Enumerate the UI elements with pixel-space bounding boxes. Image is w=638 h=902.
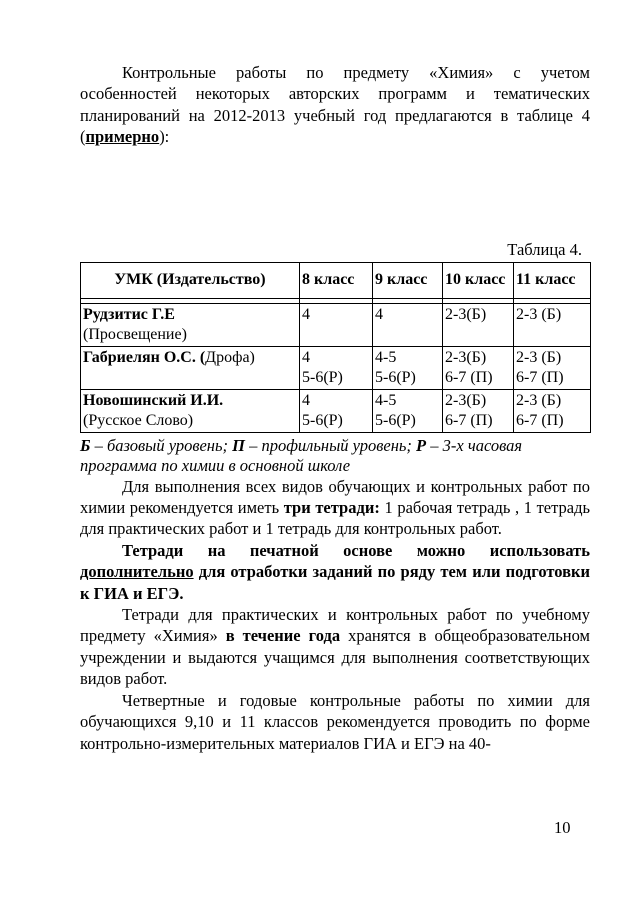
printed-text: Тетради на печатной основе можно использовать bbox=[122, 540, 590, 560]
umk-cell bbox=[81, 389, 300, 432]
author-name: Рудзитис Г.Е bbox=[83, 305, 175, 323]
grade-cell-8 bbox=[300, 346, 373, 389]
work-count: 6-7 (П) bbox=[516, 411, 564, 429]
work-count: 4 bbox=[302, 348, 310, 366]
legend-b-key: Б bbox=[80, 435, 91, 455]
umk-cell bbox=[81, 303, 300, 346]
grade-cell-11 bbox=[514, 346, 591, 389]
table-row bbox=[81, 346, 591, 389]
final-paragraph: Четвертные и годовые контрольные работы по химии для обучающихся 9,10 и 11 классов рекомендуется проводить по форме контрольно-измерительных материалов ГИА и ЕГЭ на 40- bbox=[80, 690, 590, 753]
notebooks-text: Для выполнения всех видов обучающих и контрольных работ по химии рекомендуется иметь bbox=[80, 476, 590, 518]
work-count: 4 bbox=[375, 305, 383, 323]
grade-cell-10 bbox=[443, 303, 514, 346]
intro-emphasis: примерно bbox=[85, 127, 160, 147]
intro-text: Контрольные работы по предмету «Химия» с учетом особенностей некоторых авторских программ и тематических планирований на 2012-2013 учебный год предлагаются в таблице 4 ( bbox=[80, 63, 590, 147]
grade-cell-11 bbox=[514, 303, 591, 346]
grade-cell-8 bbox=[300, 389, 373, 432]
work-count: 2-3 (Б) bbox=[516, 305, 562, 323]
printed-paragraph bbox=[80, 540, 590, 604]
work-count: 2-3 (Б) bbox=[516, 391, 562, 409]
printed-tail: для отработки заданий по ряду тем или подготовки к ГИА и ЕГЭ. bbox=[80, 562, 590, 603]
header-grade-8: 8 класс bbox=[300, 262, 373, 298]
author-name: Габриелян О.С. ( bbox=[83, 348, 206, 366]
table-caption: Таблица 4. bbox=[507, 239, 582, 259]
storage-bold: в течение года bbox=[225, 626, 341, 646]
work-count: 6-7 (П) bbox=[516, 368, 564, 386]
legend-p-text: – профильный уровень; bbox=[244, 435, 417, 455]
document-page bbox=[80, 62, 590, 754]
work-count: 6-7 (П) bbox=[445, 411, 493, 429]
grade-cell-9 bbox=[373, 389, 443, 432]
work-count: 2-3(Б) bbox=[445, 391, 487, 409]
legend-b-text: – базовый уровень; bbox=[90, 435, 233, 455]
publisher-name: (Русское Слово) bbox=[83, 411, 194, 429]
notebooks-bold: три тетради: bbox=[283, 498, 380, 518]
work-count: 4 bbox=[302, 305, 310, 323]
grade-cell-8 bbox=[300, 303, 373, 346]
work-count: 4 bbox=[302, 391, 310, 409]
header-grade-10: 10 класс bbox=[443, 262, 514, 298]
umk-cell bbox=[81, 346, 300, 389]
storage-paragraph bbox=[80, 604, 590, 690]
work-count: 2-3 (Б) bbox=[516, 348, 562, 366]
work-count: 5-6(Р) bbox=[375, 368, 416, 386]
legend-p-key: П bbox=[232, 435, 245, 455]
author-name: Новошинский И.И. bbox=[83, 391, 224, 409]
legend-note bbox=[80, 436, 590, 476]
work-count: 4-5 bbox=[375, 348, 397, 366]
publisher-name: (Просвещение) bbox=[83, 325, 187, 343]
grade-cell-9 bbox=[373, 346, 443, 389]
grade-cell-10 bbox=[443, 389, 514, 432]
header-grade-9: 9 класс bbox=[373, 262, 443, 298]
grade-cell-11 bbox=[514, 389, 591, 432]
table-row bbox=[81, 303, 591, 346]
notebooks-tail: 1 рабочая тетрадь , 1 тетрадь для практических работ и 1 тетрадь для контрольных работ. bbox=[80, 498, 591, 539]
notebooks-paragraph bbox=[80, 476, 590, 540]
work-count: 5-6(Р) bbox=[375, 411, 416, 429]
grade-cell-9 bbox=[373, 303, 443, 346]
work-count: 6-7 (П) bbox=[445, 368, 493, 386]
publisher-name: Дрофа) bbox=[205, 348, 255, 366]
intro-tail: ): bbox=[159, 127, 170, 147]
printed-underlined: дополнительно bbox=[80, 562, 194, 582]
grade-cell-10 bbox=[443, 346, 514, 389]
header-grade-11: 11 класс bbox=[514, 262, 591, 298]
work-count: 5-6(Р) bbox=[302, 411, 343, 429]
work-count: 2-3(Б) bbox=[445, 348, 487, 366]
legend-r-text: – 3-х часовая программа по химии в основной школе bbox=[80, 435, 523, 475]
intro-paragraph bbox=[80, 62, 590, 148]
table-header-row bbox=[81, 262, 591, 298]
table-row bbox=[81, 389, 591, 432]
page-number: 10 bbox=[554, 818, 571, 837]
work-count: 4-5 bbox=[375, 391, 397, 409]
header-umk: УМК (Издательство) bbox=[81, 262, 300, 298]
storage-text: Тетради для практических и контрольных работ по учебному предмету «Химия» bbox=[80, 605, 590, 646]
umk-table bbox=[80, 262, 591, 433]
work-count: 2-3(Б) bbox=[445, 305, 487, 323]
work-count: 5-6(Р) bbox=[302, 368, 343, 386]
legend-r-key: Р bbox=[416, 435, 427, 455]
storage-tail: хранятся в общеобразовательном учреждении и выдаются учащимся для выполнения соответствующих видов работ. bbox=[80, 626, 590, 689]
